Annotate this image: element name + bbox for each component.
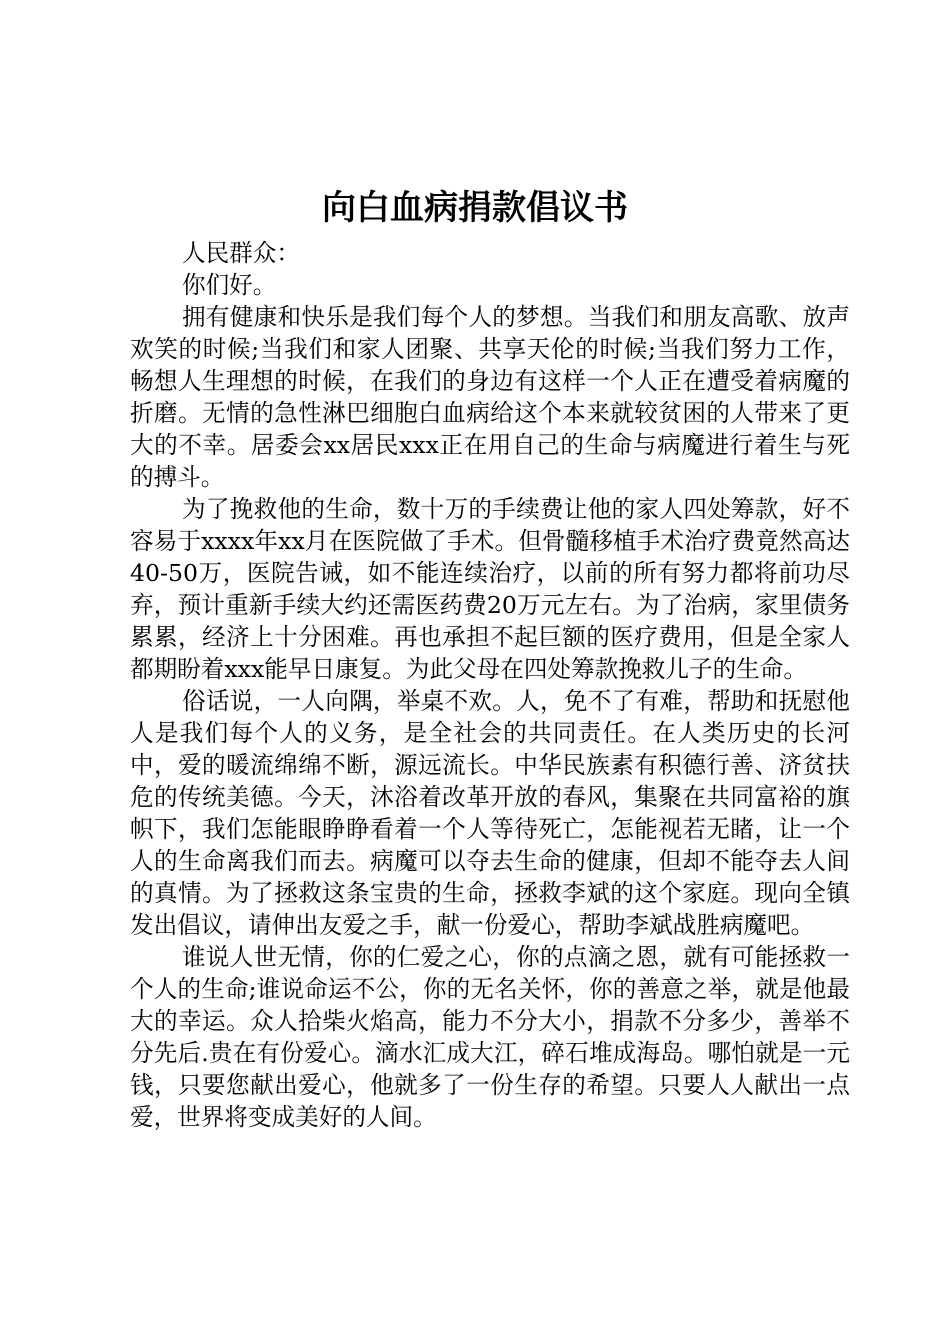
document-body [130, 237, 850, 1133]
paragraph-4: 谁说人世无情，你的仁爱之心，你的点滴之恩，就有可能拯救一个人的生命;谁说命运不公，你的无名关怀，你的善意之举，就是他最大的幸运。众人拾柴火焰高，能力不分大小，捐款不分多少，善举不分先后.贵在有份爱心。滴水汇成大江，碎石堆成海岛。哪怕就是一元钱，只要您献出爱心，他就多了一份生存的希望。只要人人献出一点爱，世界将变成美好的人间。 [130, 943, 850, 1131]
paragraph-2: 为了挽救他的生命，数十万的手续费让他的家人四处筹款，好不容易于xxxx年xx月在医院做了手术。但骨髓移植手术治疗费竟然高达40-50万，医院告诫，如不能连续治疗，以前的所有努力都将前功尽弃，预计重新手续大约还需医药费20万元左右。为了治病，家里债务累累，经济上十分困难。再也承担不起巨额的医疗费用，但是全家人都期盼着xxx能早日康复。为此父母在四处筹款挽救儿子的生命。 [130, 495, 850, 683]
paragraph-1: 拥有健康和快乐是我们每个人的梦想。当我们和朋友高歌、放声欢笑的时候;当我们和家人团聚、共享天伦的时候;当我们努力工作，畅想人生理想的时候，在我们的身边有这样一个人正在遭受着病魔的折磨。无情的急性淋巴细胞白血病给这个本来就较贫困的人带来了更大的不幸。居委会xx居民xxx正在用自己的生命与病魔进行着生与死的搏斗。 [130, 303, 850, 491]
salutation: 人民群众： [182, 239, 300, 267]
document-title: 向白血病捐款倡议书 [322, 188, 628, 228]
paragraph-3: 俗话说，一人向隅，举桌不欢。人，免不了有难，帮助和抚慰他人是我们每个人的义务，是全社会的共同责任。在人类历史的长河中，爱的暖流绵绵不断，源远流长。中华民族素有积德行善、济贫扶危的传统美德。今天，沐浴着改革开放的春风，集聚在共同富裕的旗帜下，我们怎能眼睁睁看着一个人等待死亡，怎能视若无睹，让一个人的生命离我们而去。病魔可以夺去生命的健康，但却不能夺去人间的真情。为了拯救这条宝贵的生命，拯救李斌的这个家庭。现向全镇发出倡议，请伸出友爱之手，献一份爱心，帮助李斌战胜病魔吧。 [130, 687, 850, 939]
greeting: 你们好。 [182, 271, 277, 299]
